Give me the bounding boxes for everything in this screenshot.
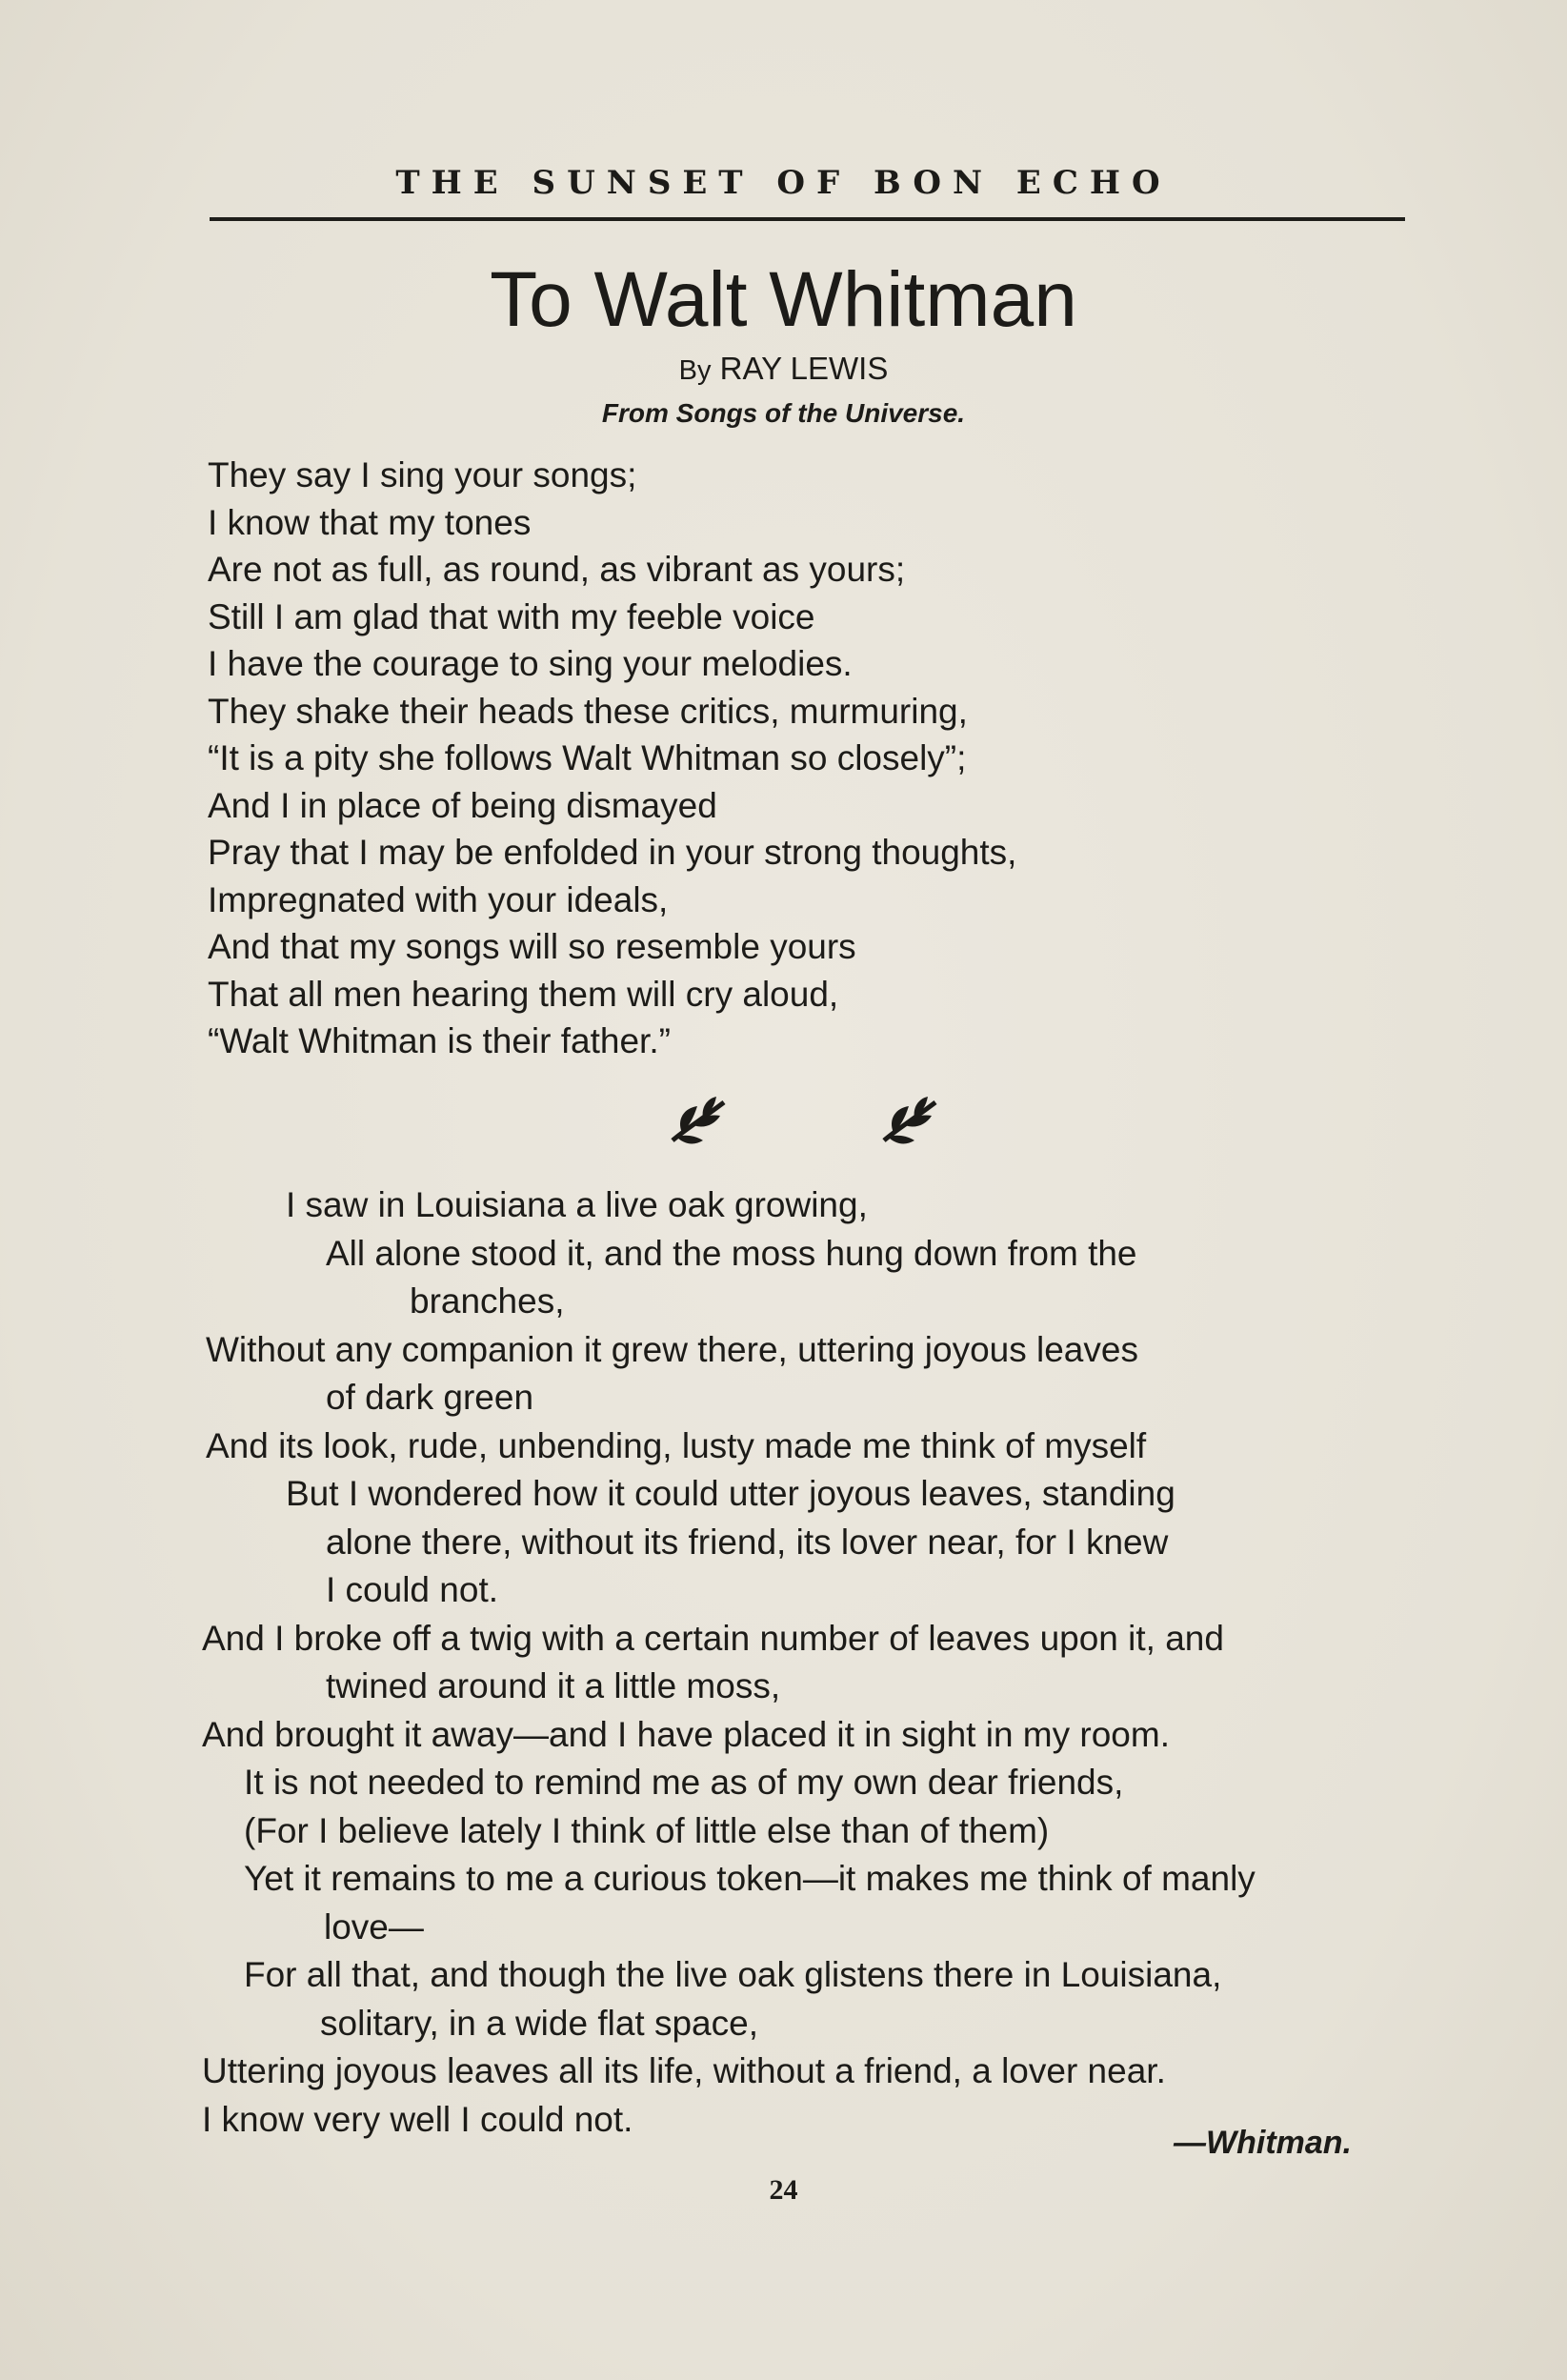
excerpt-line: Uttering joyous leaves all its life, without a friend, a lover near. (202, 2051, 1166, 2090)
byline (0, 351, 1567, 387)
header-rule (210, 217, 1405, 221)
leaf-ornament-icon (876, 1091, 943, 1158)
poem-line: They say I sing your songs; (208, 455, 637, 494)
poem-line: That all men hearing them will cry aloud, (208, 974, 839, 1014)
leaf-ornament-icon (665, 1091, 732, 1158)
excerpt-line: It is not needed to remind me as of my own dear friends, (244, 1763, 1124, 1802)
excerpt-line: love— (324, 1906, 424, 1946)
poem-line: And that my songs will so resemble yours (208, 927, 856, 966)
excerpt-line: branches, (410, 1281, 565, 1321)
poem-line: I have the courage to sing your melodies. (208, 644, 853, 683)
poem-line: Pray that I may be enfolded in your strong thoughts, (208, 833, 1017, 872)
excerpt-line: But I wondered how it could utter joyous leaves, standing (286, 1474, 1175, 1513)
excerpt-line: And brought it away—and I have placed it in sight in my room. (202, 1714, 1170, 1754)
excerpt-line: (For I believe lately I think of little else than of them) (244, 1810, 1050, 1850)
poem-line: “Walt Whitman is their father.” (208, 1021, 671, 1060)
page-number: 24 (769, 2174, 798, 2206)
excerpt-line: And its look, rude, unbending, lusty made me think of myself (206, 1425, 1147, 1465)
poem-line: I know that my tones (208, 502, 532, 542)
excerpt-line: I could not. (326, 1570, 499, 1609)
excerpt-line: of dark green (326, 1378, 534, 1417)
attribution: —Whitman. (1174, 2125, 1352, 2161)
source-note: From Songs of the Universe. (601, 398, 966, 428)
ornament-divider (0, 1091, 1567, 1158)
poem-line: And I in place of being dismayed (208, 785, 717, 825)
poem-line: “It is a pity she follows Walt Whitman so closely”; (208, 738, 967, 777)
excerpt-line: I saw in Louisiana a live oak growing, (286, 1185, 868, 1224)
byline-prefix: By (678, 355, 712, 386)
excerpt-line: solitary, in a wide flat space, (320, 2003, 758, 2043)
excerpt-line: All alone stood it, and the moss hung down from the (326, 1233, 1137, 1273)
poem-body (208, 452, 1408, 1065)
byline-author: RAY LEWIS (719, 351, 889, 386)
whitman-excerpt (202, 1181, 1421, 2144)
excerpt-line: Without any companion it grew there, uttering joyous leaves (206, 1329, 1138, 1369)
poem-title: To Walt Whitman (490, 256, 1077, 343)
running-head: THE SUNSET OF BON ECHO (395, 164, 1172, 202)
poem-line: Impregnated with your ideals, (208, 879, 669, 919)
poem-line: They shake their heads these critics, murmuring, (208, 691, 968, 731)
excerpt-line: I know very well I could not. (202, 2099, 633, 2139)
excerpt-line: Yet it remains to me a curious token—it makes me think of manly (244, 1859, 1256, 1898)
excerpt-line: And I broke off a twig with a certain number of leaves upon it, and (202, 1618, 1224, 1658)
excerpt-line: alone there, without its friend, its lover near, for I knew (326, 1522, 1169, 1562)
excerpt-line: twined around it a little moss, (326, 1666, 781, 1705)
poem-line: Are not as full, as round, as vibrant as yours; (208, 550, 906, 589)
poem-line: Still I am glad that with my feeble voice (208, 596, 815, 636)
excerpt-line: For all that, and though the live oak glistens there in Louisiana, (244, 1955, 1222, 1994)
